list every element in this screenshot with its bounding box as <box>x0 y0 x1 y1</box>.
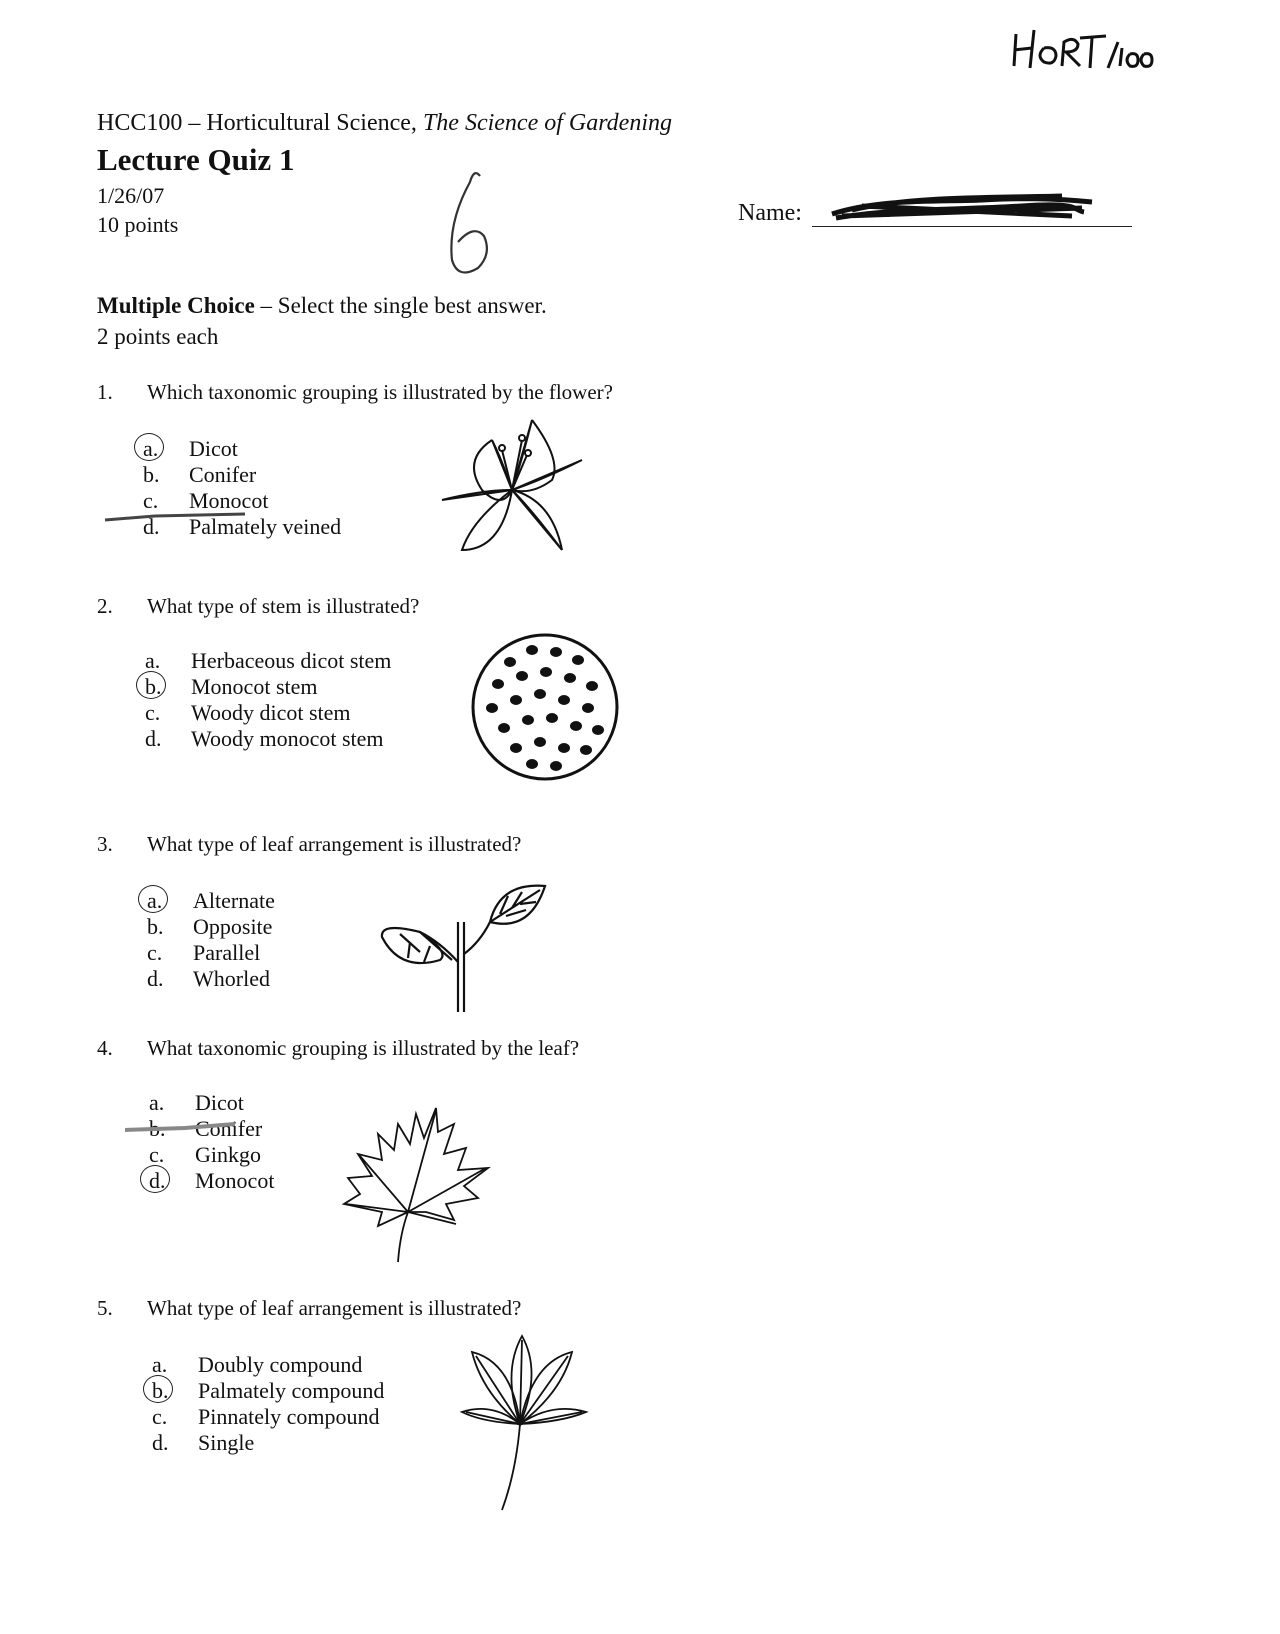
option-b[interactable]: b. Palmately compound <box>152 1378 384 1404</box>
option-d[interactable]: d. Whorled <box>147 966 270 991</box>
stem-cross-section-illustration <box>470 632 620 782</box>
option-c[interactable]: c. Ginkgo <box>149 1142 261 1167</box>
section-heading <box>97 293 547 319</box>
vascular-bundle <box>570 721 582 731</box>
option-b[interactable]: b. Opposite <box>147 914 273 939</box>
question-text: What taxonomic grouping is illustrated by the leaf? <box>147 1036 580 1060</box>
vascular-bundle <box>504 657 516 667</box>
pencil-strike-mark <box>105 508 265 528</box>
option-d[interactable]: d. Woody monocot stem <box>145 726 384 751</box>
name-label: Name: <box>738 200 802 226</box>
vascular-bundle <box>586 681 598 691</box>
points-each: 2 points each <box>97 324 219 349</box>
vascular-bundle <box>592 725 604 735</box>
vascular-bundle <box>534 689 546 699</box>
vascular-bundle <box>558 743 570 753</box>
question-5-options <box>152 1352 384 1456</box>
vascular-bundle <box>516 671 528 681</box>
pencil-strike-mark <box>125 1120 255 1140</box>
question-number: 4. <box>97 1036 113 1060</box>
question-text: What type of leaf arrangement is illustrated? <box>147 832 522 856</box>
section-instruction: – Select the single best answer. <box>254 293 547 318</box>
vascular-bundle <box>580 745 592 755</box>
vascular-bundle <box>546 713 558 723</box>
palmate-leaf-illustration <box>462 1332 592 1512</box>
option-a[interactable]: a. Herbaceous dicot stem <box>145 648 392 673</box>
course-heading <box>97 110 672 137</box>
maple-leaf-illustration <box>338 1094 493 1264</box>
vascular-bundle <box>510 695 522 705</box>
option-a[interactable]: a. Dicot <box>149 1090 244 1115</box>
question-text: Which taxonomic grouping is illustrated by the flower? <box>147 380 613 404</box>
vascular-bundle <box>510 743 522 753</box>
option-b[interactable]: b. Monocot stem <box>145 674 391 700</box>
vascular-bundle <box>492 679 504 689</box>
question-number: 5. <box>97 1296 113 1320</box>
question-2-options <box>145 648 391 752</box>
quiz-title: Lecture Quiz 1 <box>97 142 295 177</box>
option-c[interactable]: c. Pinnately compound <box>152 1404 380 1429</box>
option-a[interactable]: a. Alternate <box>147 888 275 914</box>
vascular-bundle <box>550 647 562 657</box>
vascular-bundle <box>526 759 538 769</box>
answer-circle <box>136 671 166 699</box>
leaf-arrangement-illustration <box>380 882 560 1012</box>
vascular-bundle <box>550 761 562 771</box>
option-a[interactable]: a. Dicot <box>143 436 341 462</box>
answer-circle <box>138 885 168 913</box>
vascular-bundle <box>522 715 534 725</box>
option-c[interactable]: c. Woody dicot stem <box>145 700 351 725</box>
option-c[interactable]: c. Monocot <box>143 488 269 513</box>
question-3-options <box>147 888 275 992</box>
question-number: 1. <box>97 380 113 404</box>
vascular-bundle <box>540 667 552 677</box>
vascular-bundle <box>486 703 498 713</box>
option-d[interactable]: d. Single <box>152 1430 255 1455</box>
vascular-bundle <box>526 645 538 655</box>
section-title: Multiple Choice <box>97 293 255 318</box>
quiz-date: 1/26/07 <box>97 183 165 208</box>
question-1 <box>97 380 613 405</box>
option-d[interactable]: d. Palmately veined <box>143 514 342 539</box>
question-text: What type of stem is illustrated? <box>147 594 420 618</box>
flower-illustration <box>432 420 592 560</box>
answer-circle <box>143 1375 173 1403</box>
course-code: HCC100 – Horticultural Science, <box>97 110 423 136</box>
quiz-points: 10 points <box>97 212 179 237</box>
question-2 <box>97 594 419 619</box>
question-4-options <box>149 1090 274 1194</box>
vascular-bundle <box>572 655 584 665</box>
redacted-name-scribble <box>822 188 1102 228</box>
option-b[interactable]: b. Conifer <box>149 1116 263 1141</box>
option-b[interactable]: b. Conifer <box>143 462 257 487</box>
vascular-bundle <box>558 695 570 705</box>
handwritten-course-tag <box>1010 22 1160 72</box>
answer-circle <box>140 1165 170 1193</box>
course-subtitle: The Science of Gardening <box>422 110 672 136</box>
vascular-bundle <box>564 673 576 683</box>
handwritten-score <box>428 168 518 288</box>
question-3 <box>97 832 521 857</box>
option-c[interactable]: c. Parallel <box>147 940 261 965</box>
vascular-bundle <box>498 723 510 733</box>
vascular-bundle <box>534 737 546 747</box>
question-text: What type of leaf arrangement is illustrated? <box>147 1296 522 1320</box>
option-d[interactable]: d. Monocot <box>149 1168 274 1194</box>
question-number: 2. <box>97 594 113 618</box>
option-a[interactable]: a. Doubly compound <box>152 1352 363 1377</box>
question-number: 3. <box>97 832 113 856</box>
question-5 <box>97 1296 521 1321</box>
question-4 <box>97 1036 579 1061</box>
answer-circle <box>134 433 164 461</box>
vascular-bundle <box>582 703 594 713</box>
score-value: 6 <box>428 168 429 169</box>
